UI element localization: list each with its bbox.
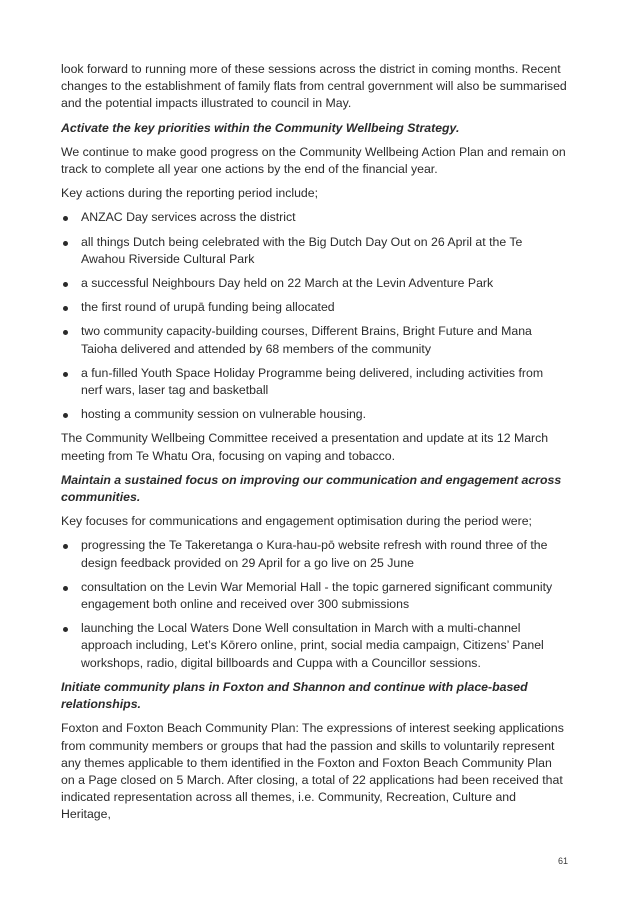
list-item: all things Dutch being celebrated with the Big Dutch Day Out on 26 April at the Te Awahou Riverside Cultural Park xyxy=(61,234,567,268)
list-item: ANZAC Day services across the district xyxy=(61,209,567,226)
list-item: a successful Neighbours Day held on 22 March at the Levin Adventure Park xyxy=(61,275,567,292)
list-item: progressing the Te Takeretanga o Kura-hau-pō website refresh with round three of the design feedback provided on 29 April for a go live on 25 June xyxy=(61,537,567,571)
paragraph: We continue to make good progress on the Community Wellbeing Action Plan and remain on track to complete all year one actions by the end of the financial year. xyxy=(61,144,566,177)
page-number: 61 xyxy=(557,856,568,866)
page-content xyxy=(61,61,567,831)
list-item: launching the Local Waters Done Well consultation in March with a multi-channel approach including, Let’s Kōrero online, print, social media campaign, Citizens’ Panel workshops, radio, digital billboards and Cuppa with a Councillor sessions. xyxy=(61,620,567,672)
bullet-list-communications xyxy=(61,537,567,671)
section-heading-wellbeing-strategy: Activate the key priorities within the Community Wellbeing Strategy. xyxy=(61,120,460,135)
paragraph: Key focuses for communications and engagement optimisation during the period were; xyxy=(61,514,532,529)
list-item: consultation on the Levin War Memorial Hall - the topic garnered significant community engagement both online and received over 300 submissions xyxy=(61,579,567,613)
list-item: hosting a community session on vulnerable housing. xyxy=(61,406,567,423)
list-item: a fun-filled Youth Space Holiday Programme being delivered, including activities from nerf wars, laser tag and basketball xyxy=(61,365,567,399)
paragraph: Key actions during the reporting period include; xyxy=(61,186,319,201)
paragraph: Foxton and Foxton Beach Community Plan: The expressions of interest seeking applications from community members or groups that had the passion and skills to voluntarily represent any themes applicable to them identified in the Foxton and Foxton Beach Community Plan on a Page closed on 5 March. After closing, a total of 22 applications had been received that indicated representation across all themes, i.e. Community, Recreation, Culture and Heritage, xyxy=(61,721,564,822)
intro-paragraph: look forward to running more of these sessions across the district in coming months. Recent changes to the establishment of family flats from central government will also be summarised and the potential impacts illustrated to council in May. xyxy=(61,62,567,111)
list-item: the first round of urupā funding being allocated xyxy=(61,299,567,316)
section-heading-community-plans: Initiate community plans in Foxton and Shannon and continue with place-based relationships. xyxy=(61,679,528,712)
paragraph: The Community Wellbeing Committee received a presentation and update at its 12 March meeting from Te Whatu Ora, focusing on vaping and tobacco. xyxy=(61,431,549,463)
bullet-list-key-actions xyxy=(61,209,567,423)
section-heading-communication: Maintain a sustained focus on improving our communication and engagement across communities. xyxy=(61,472,562,505)
list-item: two community capacity-building courses, Different Brains, Bright Future and Mana Taioha delivered and attended by 68 members of the community xyxy=(61,323,567,357)
